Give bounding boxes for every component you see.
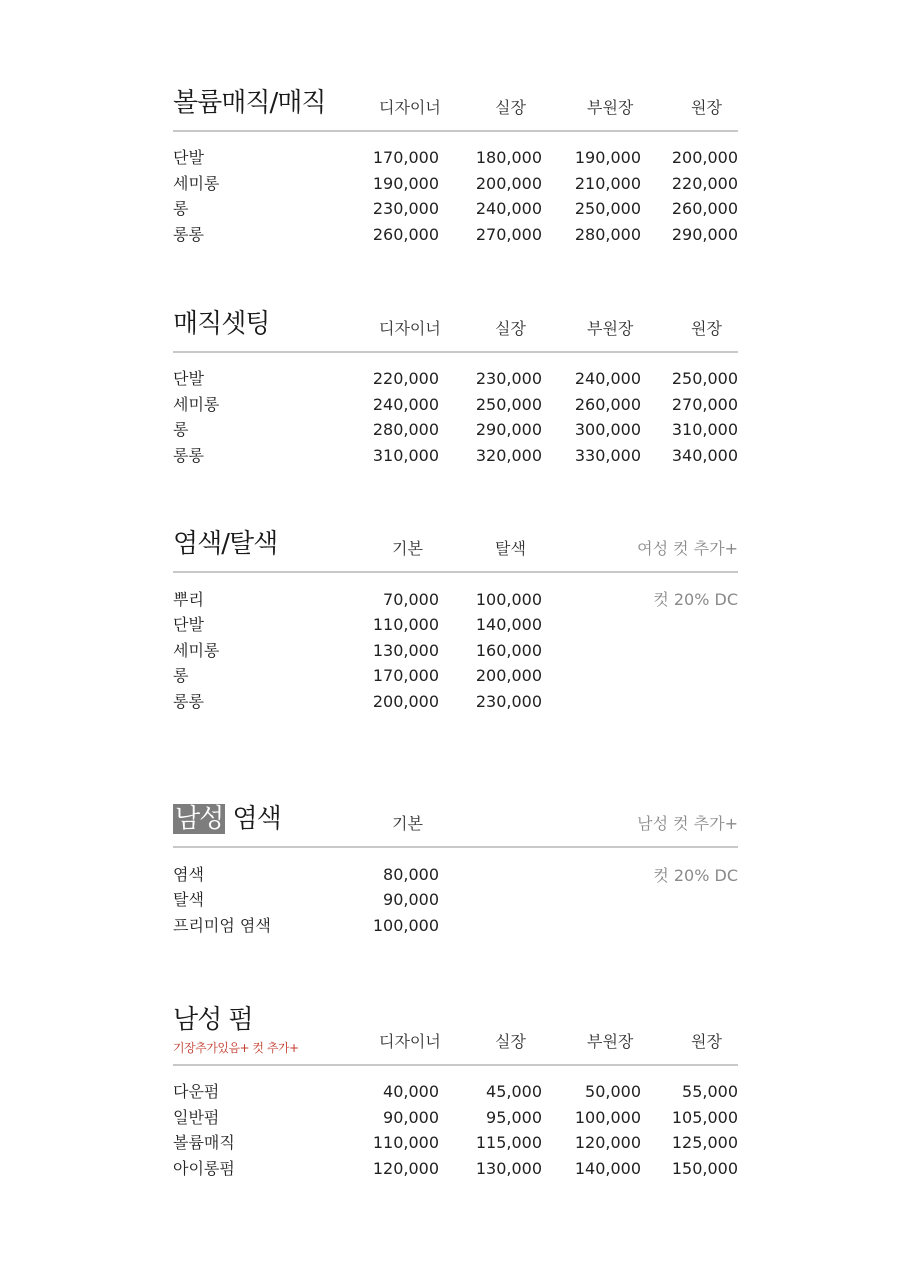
price-cell: 210,000 [574, 174, 641, 193]
row-label: 세미롱 [173, 174, 220, 193]
price-cell: 200,000 [475, 174, 542, 193]
price-cell: 260,000 [574, 395, 641, 414]
price-cell: 240,000 [574, 369, 641, 388]
section-title: 매직셋팅 [173, 309, 270, 339]
price-cell: 90,000 [383, 890, 439, 909]
section-title: 염색/탈색 [173, 529, 278, 559]
header-designer: 디자이너 [379, 319, 441, 338]
header-divider [173, 351, 738, 353]
price-cell: 40,000 [383, 1082, 439, 1101]
header-vice-director: 부원장 [587, 319, 634, 338]
price-cell: 120,000 [372, 1159, 439, 1178]
row-label: 롱 [173, 199, 189, 218]
price-cell: 80,000 [383, 865, 439, 884]
price-cell: 330,000 [574, 446, 641, 465]
price-cell: 250,000 [574, 199, 641, 218]
price-cell: 45,000 [486, 1082, 542, 1101]
price-cell: 95,000 [486, 1108, 542, 1127]
price-cell: 110,000 [372, 615, 439, 634]
row-label: 롱 [173, 420, 189, 439]
price-cell: 280,000 [574, 225, 641, 244]
price-cell: 220,000 [671, 174, 738, 193]
header-basic: 기본 [392, 539, 423, 558]
section-volume-magic [173, 86, 738, 256]
price-cell: 230,000 [475, 369, 542, 388]
price-cell: 310,000 [372, 446, 439, 465]
header-manager: 실장 [495, 1032, 526, 1051]
header-director: 원장 [691, 319, 722, 338]
header-manager: 실장 [495, 98, 526, 117]
price-cell: 120,000 [574, 1133, 641, 1152]
header-bleach: 탈색 [495, 539, 526, 558]
section-subtitle: 기장추가있음+ 컷 추가+ [173, 1041, 299, 1055]
header-director: 원장 [691, 1032, 722, 1051]
price-cell: 130,000 [372, 641, 439, 660]
price-cell: 100,000 [475, 590, 542, 609]
price-cell: 105,000 [671, 1108, 738, 1127]
row-label: 프리미엄 염색 [173, 916, 271, 935]
header-divider [173, 130, 738, 132]
price-cell: 90,000 [383, 1108, 439, 1127]
row-label: 다운펌 [173, 1082, 220, 1101]
price-cell: 110,000 [372, 1133, 439, 1152]
row-label: 단발 [173, 148, 204, 167]
price-cell: 290,000 [475, 420, 542, 439]
price-cell: 310,000 [671, 420, 738, 439]
price-cell: 280,000 [372, 420, 439, 439]
row-label: 일반펌 [173, 1108, 220, 1127]
discount-note: 컷 20% DC [653, 866, 738, 885]
price-cell: 270,000 [671, 395, 738, 414]
section-title [173, 804, 281, 834]
price-cell: 160,000 [475, 641, 542, 660]
price-cell: 220,000 [372, 369, 439, 388]
header-director: 원장 [691, 98, 722, 117]
row-label: 단발 [173, 615, 204, 634]
header-vice-director: 부원장 [587, 98, 634, 117]
header-vice-director: 부원장 [587, 1032, 634, 1051]
row-label: 세미롱 [173, 641, 220, 660]
row-label: 롱롱 [173, 692, 204, 711]
price-cell: 140,000 [475, 615, 542, 634]
section-dye-bleach [173, 527, 738, 727]
row-label: 아이롱펌 [173, 1159, 235, 1178]
header-divider [173, 846, 738, 848]
header-basic: 기본 [392, 814, 423, 833]
price-cell: 260,000 [372, 225, 439, 244]
row-label: 탈색 [173, 890, 204, 909]
price-cell: 50,000 [585, 1082, 641, 1101]
section-title: 남성 펌 [173, 1005, 253, 1035]
price-cell: 180,000 [475, 148, 542, 167]
header-designer: 디자이너 [379, 98, 441, 117]
price-cell: 100,000 [372, 916, 439, 935]
price-cell: 250,000 [671, 369, 738, 388]
price-cell: 100,000 [574, 1108, 641, 1127]
row-label: 세미롱 [173, 395, 220, 414]
row-label: 롱롱 [173, 446, 204, 465]
price-cell: 70,000 [383, 590, 439, 609]
section-men-dye [173, 802, 738, 952]
header-designer: 디자이너 [379, 1032, 441, 1051]
price-cell: 200,000 [372, 692, 439, 711]
price-cell: 270,000 [475, 225, 542, 244]
price-cell: 320,000 [475, 446, 542, 465]
price-cell: 200,000 [475, 666, 542, 685]
header-divider [173, 1064, 738, 1066]
title-highlight: 남성 [175, 804, 224, 834]
price-cell: 170,000 [372, 148, 439, 167]
price-cell: 290,000 [671, 225, 738, 244]
section-men-perm [173, 1004, 738, 1194]
price-cell: 250,000 [475, 395, 542, 414]
row-label: 볼륨매직 [173, 1133, 235, 1152]
price-cell: 130,000 [475, 1159, 542, 1178]
row-label: 롱 [173, 666, 189, 685]
header-divider [173, 571, 738, 573]
row-label: 단발 [173, 369, 204, 388]
price-cell: 200,000 [671, 148, 738, 167]
price-cell: 55,000 [682, 1082, 738, 1101]
section-title: 볼륨매직/매직 [173, 88, 326, 118]
discount-note: 컷 20% DC [653, 590, 738, 609]
title-rest: 염색 [232, 804, 281, 834]
price-cell: 230,000 [475, 692, 542, 711]
price-cell: 240,000 [475, 199, 542, 218]
price-cell: 190,000 [574, 148, 641, 167]
header-cut-note: 남성 컷 추가+ [637, 814, 738, 833]
row-label: 롱롱 [173, 225, 204, 244]
price-cell: 115,000 [475, 1133, 542, 1152]
row-label: 염색 [173, 865, 204, 884]
price-cell: 170,000 [372, 666, 439, 685]
price-cell: 240,000 [372, 395, 439, 414]
header-manager: 실장 [495, 319, 526, 338]
price-cell: 300,000 [574, 420, 641, 439]
price-cell: 260,000 [671, 199, 738, 218]
section-magic-setting [173, 307, 738, 477]
price-cell: 140,000 [574, 1159, 641, 1178]
price-cell: 230,000 [372, 199, 439, 218]
price-cell: 125,000 [671, 1133, 738, 1152]
row-label: 뿌리 [173, 590, 204, 609]
price-cell: 340,000 [671, 446, 738, 465]
header-cut-note: 여성 컷 추가+ [637, 539, 738, 558]
price-cell: 190,000 [372, 174, 439, 193]
price-cell: 150,000 [671, 1159, 738, 1178]
